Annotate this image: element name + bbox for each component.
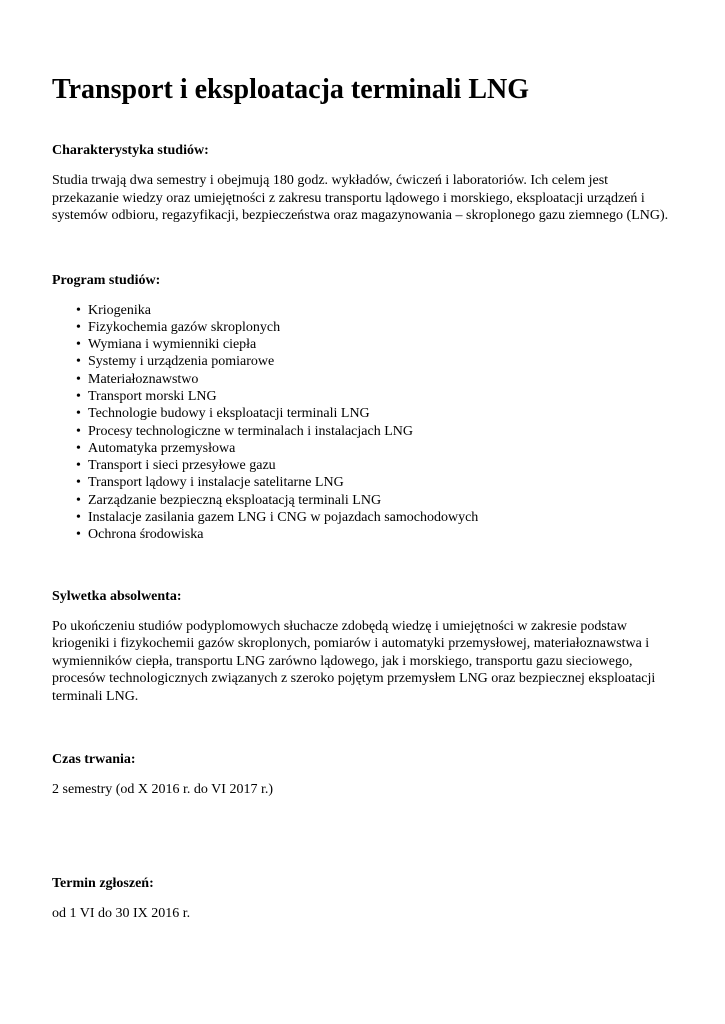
list-item: • Procesy technologiczne w terminalach i instalacjach LNG (76, 423, 677, 440)
page-title: Transport i eksploatacja terminali LNG (52, 74, 530, 105)
program-heading: Program studiów: (52, 272, 161, 288)
applications-heading: Termin zgłoszeń: (52, 875, 154, 891)
list-item: • Transport i sieci przesyłowe gazu (76, 457, 677, 474)
list-item: • Automatyka przemysłowa (76, 440, 677, 457)
duration-heading: Czas trwania: (52, 752, 136, 768)
list-item: • Systemy i urządzenia pomiarowe (76, 353, 677, 370)
graduate-heading: Sylwetka absolwenta: (52, 588, 182, 604)
graduate-text: Po ukończeniu studiów podyplomowych słuchacze zdobędą wiedzę i umiejętności w zakresie podstaw kriogeniki i fizykochemii gazów skroplonych, pomiarów i automatyki przemysłowej, materiałoznawstwa i wymienników ciepła, transportu LNG zarówno lądowego, jak i morskiego, transportu gazu sieciowego, procesów technologicznych związanych z szeroko pojętym przemysłem LNG oraz bezpiecznej eksploatacji terminali LNG. (52, 618, 656, 704)
characteristics-text: Studia trwają dwa semestry i obejmują 180 godz. wykładów, ćwiczeń i laboratoriów. Ich celem jest przekazanie wiedzy oraz umiejętności z zakresu transportu lądowego i morskiego, eksploatacji urządzeń i systemów odbioru, regazyfikacji, bezpieczeństwa oraz magazynowania – skroplonego gazu ziemnego (LNG). (52, 173, 669, 223)
list-item: • Fizykochemia gazów skroplonych (76, 319, 677, 336)
program-list (52, 302, 677, 544)
list-item: • Zarządzanie bezpieczną eksploatacją terminali LNG (76, 492, 677, 509)
list-item: • Instalacje zasilania gazem LNG i CNG w pojazdach samochodowych (76, 509, 677, 526)
list-item: • Transport morski LNG (76, 388, 677, 405)
list-item: • Wymiana i wymienniki ciepła (76, 336, 677, 353)
applications-text: od 1 VI do 30 IX 2016 r. (52, 905, 191, 921)
list-item: • Ochrona środowiska (76, 526, 677, 543)
duration-text: 2 semestry (od X 2016 r. do VI 2017 r.) (52, 782, 273, 798)
list-item: • Technologie budowy i eksploatacji terminali LNG (76, 405, 677, 422)
list-item: • Kriogenika (76, 302, 677, 319)
document-page (52, 74, 677, 922)
characteristics-heading: Charakterystyka studiów: (52, 143, 209, 158)
list-item: • Transport lądowy i instalacje satelitarne LNG (76, 474, 677, 491)
list-item: • Materiałoznawstwo (76, 371, 677, 388)
